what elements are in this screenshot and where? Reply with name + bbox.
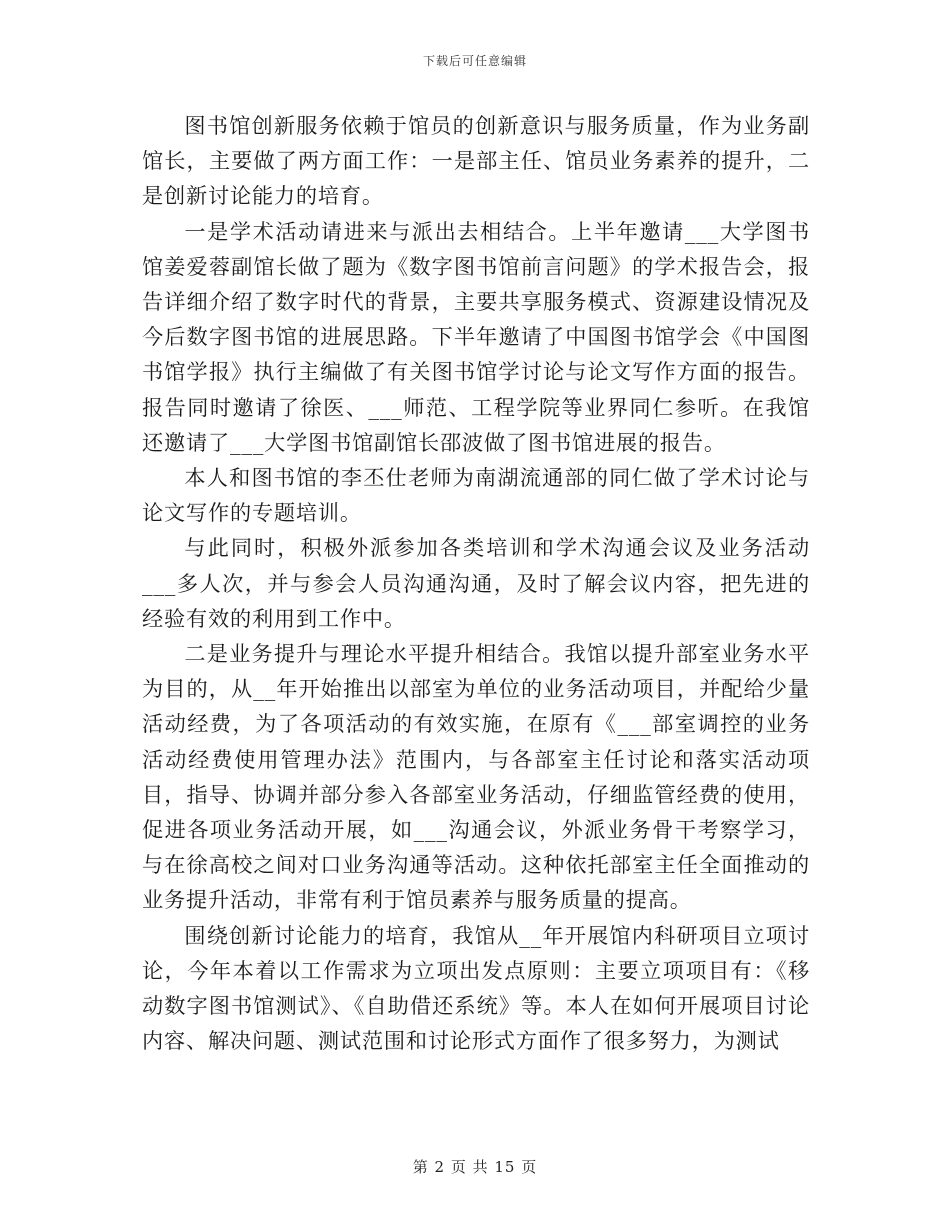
header-note: 下载后可任意编辑 xyxy=(422,54,527,68)
paragraph: 图书馆创新服务依赖于馆员的创新意识与服务质量，作为业务副馆长，主要做了两方面工作：一是部主任、馆员业务素养的提升，二是创新讨论能力的培育。 xyxy=(142,113,810,209)
paragraph: 一是学术活动请进来与派出去相结合。上半年邀请___大学图书馆姜爱蓉副馆长做了题为《数字图书馆前言问题》的学术报告会，报告详细介绍了数字时代的背景，主要共享服务模式、资源建设情况及今后数字图书馆的进展思路。下半年邀请了中国图书馆学会《中国图书馆学报》执行主编做了有关图书馆学讨论与论文写作方面的报告。报告同时邀请了徐医、___师范、工程学院等业界同仁参听。在我馆还邀请了___大学图书馆副馆长邵波做了图书馆进展的报告。 xyxy=(142,218,810,455)
paragraph: 二是业务提升与理论水平提升相结合。我馆以提升部室业务水平为目的，从__年开始推出以部室为单位的业务活动项目，并配给少量活动经费，为了各项活动的有效实施，在原有《___部室调控的业务活动经费使用管理办法》范围内，与各部室主任讨论和落实活动项目，指导、协调并部分参入各部室业务活动，仔细监管经费的使用，促进各项业务活动开展，如___沟通会议，外派业务骨干考察学习，与在徐高校之间对口业务沟通等活动。这种依托部室主任全面推动的业务提升活动，非常有利于馆员素养与服务质量的提高。 xyxy=(142,641,810,913)
paragraph: 围绕创新讨论能力的培育，我馆从__年开展馆内科研项目立项讨论，今年本着以工作需求为立项出发点原则：主要立项项目有：《移动数字图书馆测试》、《自助借还系统》等。本人在如何开展项目讨论内容、解决问题、测试范围和讨论形式方面作了很多努力，为测试 xyxy=(142,922,810,1054)
paragraph: 与此同时，积极外派参加各类培训和学术沟通会议及业务活动___多人次，并与参会人员沟通沟通，及时了解会议内容，把先进的经验有效的利用到工作中。 xyxy=(142,535,810,631)
body-text xyxy=(142,108,810,1058)
page-number: 第 2 页 共 15 页 xyxy=(412,1158,538,1176)
paragraph: 本人和图书馆的李丕仕老师为南湖流通部的同仁做了学术讨论与论文写作的专题培训。 xyxy=(142,465,810,526)
